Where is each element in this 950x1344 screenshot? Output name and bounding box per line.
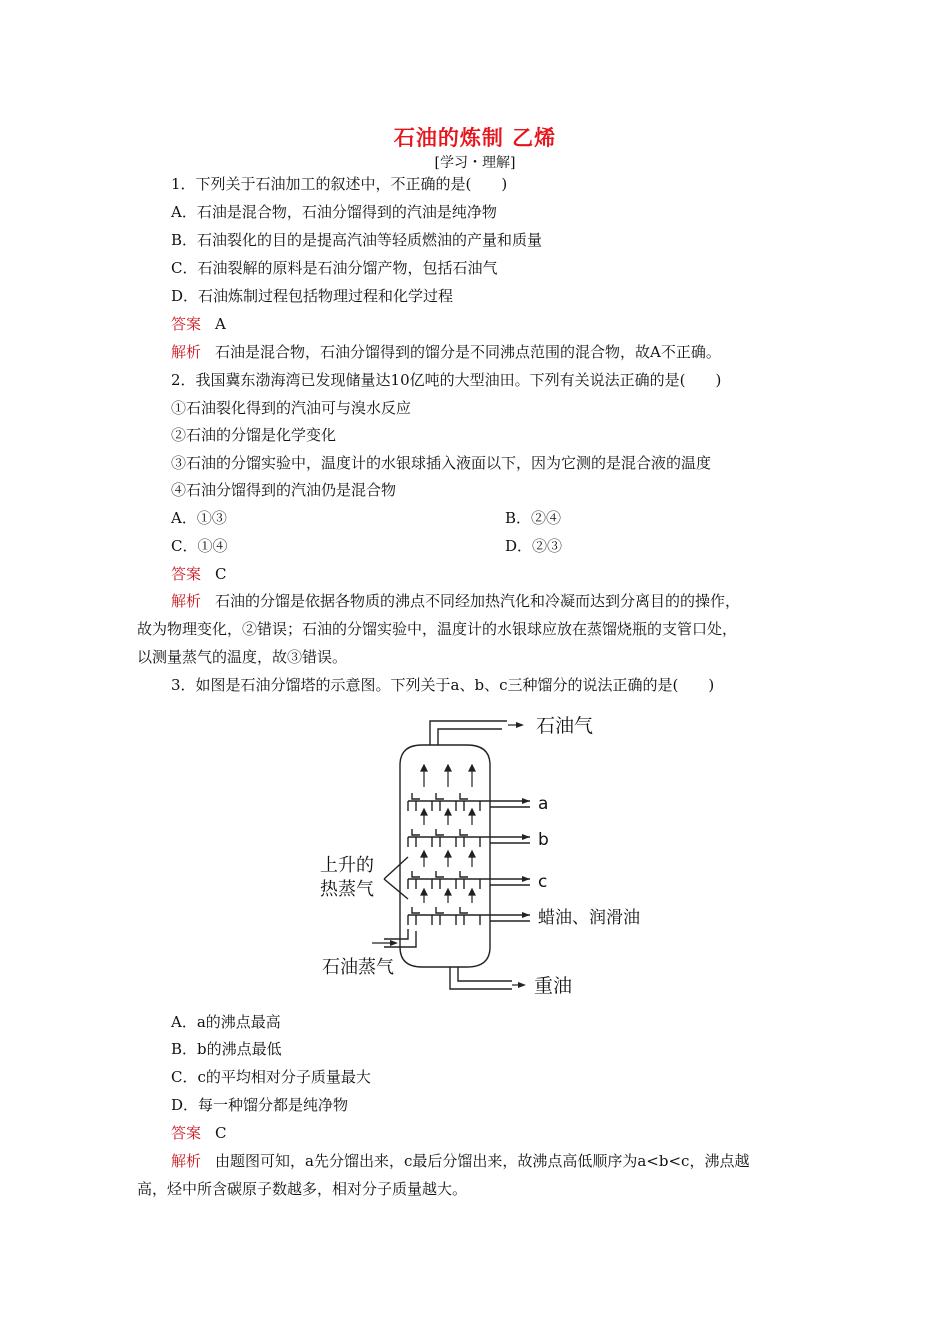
q3-analysis-text-1: 由题图可知，a先分馏出来，c最后分馏出来，故沸点高低顺序为a<b<c，沸点越 [215,1152,750,1170]
q3-analysis-line-1 [171,1151,749,1171]
q2-option-b: B．②④ [505,509,562,527]
q2-answer-value: C [215,565,227,583]
q3-answer-label: 答案 [171,1124,202,1142]
q2-statement-1: ①石油裂化得到的汽油可与溴水反应 [171,399,412,417]
q2-answer [171,564,227,584]
q1-option-d: D．石油炼制过程包括物理过程和化学过程 [171,287,454,305]
vapor-pointer-lines [384,857,408,899]
label-input-vapor: 石油蒸气 [322,957,394,978]
q3-analysis-label: 解析 [171,1152,202,1170]
q3-answer-value: C [215,1124,227,1142]
q1-stem: 1．下列关于石油加工的叙述中，不正确的是( ) [171,175,508,193]
q1-answer-value: A [215,315,226,333]
section-subtitle: [学习・理解] [434,155,516,171]
label-output-c: c [538,872,548,892]
q2-statement-3: ③石油的分馏实验中，温度计的水银球插入液面以下，因为它测的是混合液的温度 [171,454,712,472]
q2-answer-label: 答案 [171,565,202,583]
q1-option-c: C．石油裂解的原料是石油分馏产物，包括石油气 [171,259,498,277]
bottom-pipe [450,967,512,989]
q2-option-c: C．①④ [171,537,228,555]
tray-d [408,907,490,925]
q2-option-a: A．①③ [171,509,227,527]
q3-option-b: B．b的沸点最低 [171,1040,282,1058]
tray-c [408,871,490,889]
top-pipe [430,721,507,745]
q2-analysis-line-3: 以测量蒸气的温度，故③错误。 [137,648,348,666]
q2-statement-2: ②石油的分馏是化学变化 [171,426,337,444]
top-pipe-inner [438,729,502,745]
q3-option-a: A．a的沸点最高 [171,1013,281,1031]
tray-a [408,793,490,811]
label-rising-vapor-2: 热蒸气 [320,879,374,900]
q1-analysis-text: 石油是混合物，石油分馏得到的馏分是不同沸点范围的混合物，故A不正确。 [215,343,721,361]
q1-answer-label: 答案 [171,315,202,333]
label-output-b: b [538,830,549,850]
q2-analysis-label: 解析 [171,592,202,610]
q3-stem: 3．如图是石油分馏塔的示意图。下列关于a、b、c三种馏分的说法正确的是( ) [171,676,715,694]
page-title: 石油的炼制 乙烯 [393,125,557,150]
outlet-arrowheads [390,722,530,988]
q2-stem: 2．我国冀东渤海湾已发现储量达10亿吨的大型油田。下列有关说法正确的是( ) [171,371,722,389]
label-rising-vapor-1: 上升的 [320,855,374,876]
q2-option-d: D．②③ [505,537,563,555]
inlet-pipe [384,929,408,939]
label-bottom-output: 重油 [534,975,573,997]
tray-b [408,829,490,847]
label-top-output: 石油气 [536,715,594,737]
q2-analysis-text-1: 石油的分馏是依据各物质的沸点不同经加热汽化和冷凝而达到分离目的的操作， [215,592,741,610]
q1-analysis-label: 解析 [171,343,202,361]
q3-answer [171,1123,227,1143]
q2-analysis-line-2: 故为物理变化，②错误；石油的分馏实验中，温度计的水银球应放在蒸馏烧瓶的支管口处， [137,620,738,638]
q2-statement-4: ④石油分馏得到的汽油仍是混合物 [171,481,397,499]
label-output-a: a [538,794,549,814]
q1-analysis [171,342,721,362]
q2-analysis-line-1 [171,591,740,611]
q3-option-d: D．每一种馏分都是纯净物 [171,1096,349,1114]
q3-option-c: C．c的平均相对分子质量最大 [171,1068,371,1086]
q1-option-b: B．石油裂化的目的是提高汽油等轻质燃油的产量和质量 [171,231,543,249]
fractionating-tower-diagram [312,705,674,1005]
q1-option-a: A．石油是混合物，石油分馏得到的汽油是纯净物 [171,203,497,221]
rising-arrows [421,765,475,903]
q1-answer [171,314,226,334]
q3-analysis-line-2: 高，烃中所含碳原子数越多，相对分子质量越大。 [137,1180,468,1198]
label-output-wax-oil: 蜡油、润滑油 [538,908,640,928]
